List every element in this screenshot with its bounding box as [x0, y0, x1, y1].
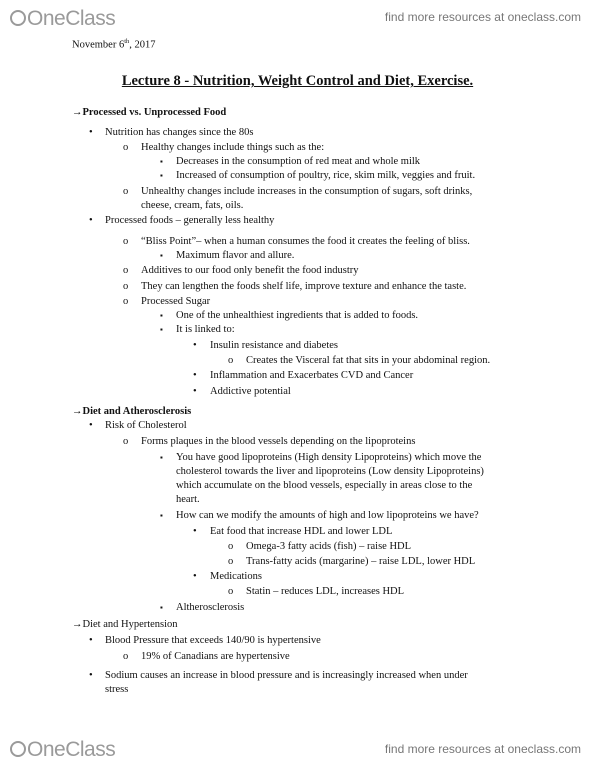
bullet-marker-icon: o: [228, 556, 234, 567]
outline-line: Medications: [210, 571, 262, 582]
logo-ring-icon: [10, 10, 26, 26]
bullet-marker-icon: •: [193, 526, 197, 537]
bullet-marker-icon: o: [228, 355, 234, 366]
bullet-marker-icon: o: [123, 436, 129, 447]
outline-line: Sodium causes an increase in blood pressure and is increasingly increased when under: [105, 670, 468, 681]
outline-line: Blood Pressure that exceeds 140/90 is hypertensive: [105, 635, 321, 646]
outline-line: Addictive potential: [210, 386, 291, 397]
bullet-marker-icon: •: [89, 215, 93, 226]
outline-line: heart.: [176, 494, 200, 505]
section-heading: →Processed vs. Unprocessed Food: [72, 107, 227, 118]
outline-line: Risk of Cholesterol: [105, 420, 187, 431]
header-tagline-link[interactable]: find more resources at oneclass.com: [384, 10, 581, 24]
outline-line: Maximum flavor and allure.: [176, 250, 295, 261]
outline-line: Nutrition has changes since the 80s: [105, 127, 254, 138]
document-date: [72, 38, 156, 51]
footer-tagline-link[interactable]: find more resources at oneclass.com: [384, 742, 581, 756]
outline-line: stress: [105, 684, 129, 695]
bullet-marker-icon: ▪: [160, 603, 163, 612]
outline-line: Healthy changes include things such as the:: [141, 142, 325, 153]
outline-line: Insulin resistance and diabetes: [210, 340, 338, 351]
section-heading: →Diet and Hypertension: [72, 619, 178, 630]
outline-line: How can we modify the amounts of high and low lipoproteins we have?: [176, 510, 479, 521]
date-month-day: November 6: [72, 39, 125, 51]
outline-line: Creates the Visceral fat that sits in your abdominal region.: [246, 355, 491, 366]
bullet-marker-icon: •: [193, 571, 197, 582]
outline-line: Altherosclerosis: [176, 602, 245, 613]
footer-oneclass-logo[interactable]: [10, 738, 115, 762]
bullet-marker-icon: •: [89, 127, 93, 138]
outline-line: which accumulate on the blood vessels, especially in areas close to the: [176, 480, 473, 491]
outline-line: Decreases in the consumption of red meat and whole milk: [176, 156, 421, 167]
footer-logo-text: OneClass: [27, 738, 116, 761]
outline-line: Eat food that increase HDL and lower LDL: [210, 526, 393, 537]
bullet-marker-icon: •: [89, 420, 93, 431]
bullet-marker-icon: o: [123, 186, 129, 197]
bullet-marker-icon: ▪: [160, 325, 163, 334]
oneclass-logo[interactable]: [10, 7, 115, 31]
bullet-marker-icon: o: [123, 296, 129, 307]
bullet-marker-icon: ▪: [160, 511, 163, 520]
outline-line: cholesterol towards the liver and lipoproteins (Low density Lipoproteins): [176, 466, 484, 477]
bullet-marker-icon: •: [89, 670, 93, 681]
bullet-marker-icon: o: [123, 265, 129, 276]
logo-ring-icon: [10, 741, 26, 757]
page-header: [0, 0, 595, 36]
section-heading: →Diet and Atherosclerosis: [72, 406, 192, 417]
bullet-marker-icon: •: [193, 386, 197, 397]
outline-line: cheese, cream, fats, oils.: [141, 200, 244, 211]
outline-line: 19% of Canadians are hypertensive: [141, 651, 290, 662]
bullet-marker-icon: o: [228, 586, 234, 597]
outline-line: Trans-fatty acids (margarine) – raise LDL, lower HDL: [246, 556, 476, 567]
outline-line: Increased of consumption of poultry, rice, skim milk, veggies and fruit.: [176, 170, 476, 181]
outline-line: Processed foods – generally less healthy: [105, 215, 275, 226]
outline-line: They can lengthen the foods shelf life, improve texture and enhance the taste.: [141, 281, 467, 292]
bullet-marker-icon: ▪: [160, 453, 163, 462]
lecture-title: Lecture 8 - Nutrition, Weight Control and Diet, Exercise.: [121, 73, 474, 89]
bullet-marker-icon: o: [228, 541, 234, 552]
page-footer: [0, 732, 595, 770]
outline-line: Statin – reduces LDL, increases HDL: [246, 586, 405, 597]
outline-line: Additives to our food only benefit the food industry: [141, 265, 359, 276]
outline-line: You have good lipoproteins (High density Lipoproteins) which move the: [176, 452, 482, 463]
logo-text: OneClass: [27, 7, 116, 30]
bullet-marker-icon: •: [89, 635, 93, 646]
outline-line: “Bliss Point”– when a human consumes the food it creates the feeling of bliss.: [141, 236, 470, 247]
bullet-marker-icon: •: [193, 340, 197, 351]
outline-line: Unhealthy changes include increases in the consumption of sugars, soft drinks,: [141, 186, 473, 197]
bullet-marker-icon: ▪: [160, 171, 163, 180]
bullet-marker-icon: •: [193, 370, 197, 381]
bullet-marker-icon: o: [123, 142, 129, 153]
bullet-marker-icon: o: [123, 651, 129, 662]
outline-line: Forms plaques in the blood vessels depending on the lipoproteins: [141, 436, 416, 447]
outline-line: Omega-3 fatty acids (fish) – raise HDL: [246, 541, 412, 552]
bullet-marker-icon: o: [123, 281, 129, 292]
outline-line: Inflammation and Exacerbates CVD and Cancer: [210, 370, 414, 381]
date-ordinal: th: [124, 38, 130, 45]
bullet-marker-icon: o: [123, 236, 129, 247]
outline-line: It is linked to:: [176, 324, 235, 335]
outline-line: One of the unhealthiest ingredients that is added to foods.: [176, 310, 419, 321]
date-year: , 2017: [129, 39, 156, 51]
bullet-marker-icon: ▪: [160, 251, 163, 260]
bullet-marker-icon: ▪: [160, 311, 163, 320]
outline-line: Processed Sugar: [141, 296, 211, 307]
bullet-marker-icon: ▪: [160, 157, 163, 166]
